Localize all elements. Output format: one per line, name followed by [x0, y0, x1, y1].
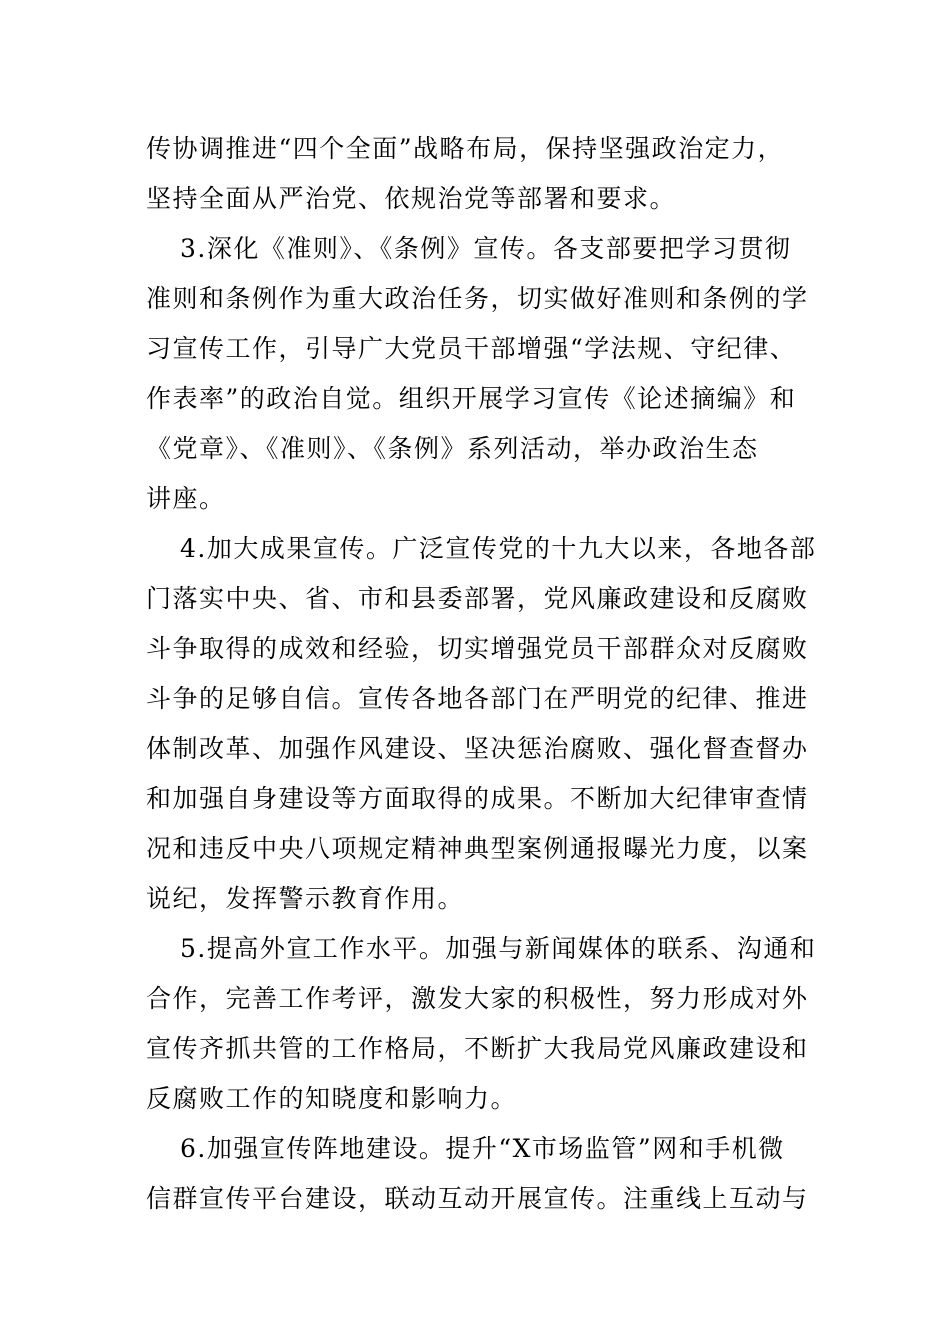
- paragraph-6-start: 6.加强宣传阵地建设。提升“X市场监管”网和手机微: [180, 1134, 785, 1163]
- text-line: 《党章》、《准则》、《条例》系列活动，举办政治生态: [146, 434, 759, 463]
- text-line: 况和违反中央八项规定精神典型案例通报曝光力度，以案: [146, 834, 809, 863]
- text-line: 作表率”的政治自觉。组织开展学习宣传《论述摘编》和: [146, 384, 797, 413]
- text-line: 准则和条例作为重大政治任务，切实做好准则和条例的学: [146, 284, 809, 313]
- text-line: 斗争取得的成效和经验，切实增强党员干部群众对反腐败: [146, 634, 809, 663]
- text-line: 和加强自身建设等方面取得的成果。不断加大纪律审查情: [146, 784, 809, 813]
- text-line: 习宣传工作，引导广大党员干部增强“学法规、守纪律、: [146, 334, 797, 363]
- text-line: 说纪，发挥警示教育作用。: [146, 884, 465, 913]
- paragraph-4-start: 4.加大成果宣传。广泛宣传党的十九大以来，各地各部: [180, 534, 817, 563]
- text-line: 合作，完善工作考评，激发大家的积极性，努力形成对外: [146, 984, 809, 1013]
- text-line: 门落实中央、省、市和县委部署，党风廉政建设和反腐败: [146, 584, 809, 613]
- text-line: 反腐败工作的知晓度和影响力。: [146, 1084, 518, 1113]
- text-line: 信群宣传平台建设，联动互动开展宣传。注重线上互动与: [146, 1184, 809, 1213]
- text-line: 体制改革、加强作风建设、坚决惩治腐败、强化督查督办: [146, 734, 809, 763]
- text-line: 传协调推进“四个全面”战略布局，保持坚强政治定力，: [146, 134, 785, 163]
- document-body: [146, 124, 817, 1224]
- paragraph-5-start: 5.提高外宣工作水平。加强与新闻媒体的联系、沟通和: [180, 934, 817, 963]
- text-line: 斗争的足够自信。宣传各地各部门在严明党的纪律、推进: [146, 684, 809, 713]
- text-line: 宣传齐抓共管的工作格局，不断扩大我局党风廉政建设和: [146, 1034, 809, 1063]
- text-line: 坚持全面从严治党、依规治党等部署和要求。: [146, 184, 677, 213]
- text-line: 讲座。: [146, 484, 226, 513]
- paragraph-3-start: 3.深化《准则》、《条例》宣传。各支部要把学习贯彻: [180, 234, 792, 263]
